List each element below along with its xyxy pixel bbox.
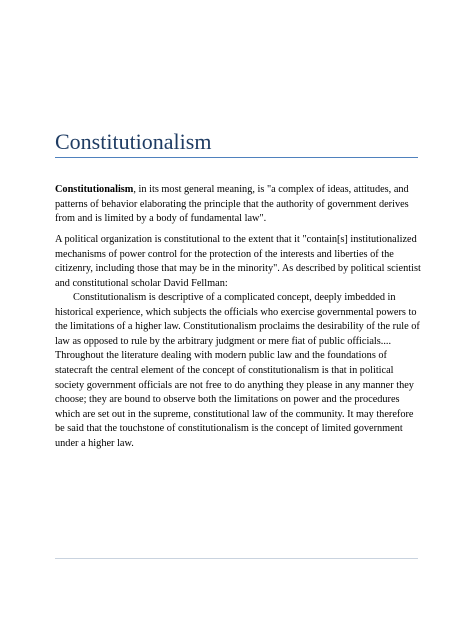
definition-text: , in its most general meaning, is "a complex of ideas, attitudes, and patterns of behavior elaborating the principle that the authority of government derives from and is limited by a body of fundamental law". — [55, 184, 409, 225]
title-divider — [55, 157, 418, 158]
page-title: Constitutionalism — [55, 129, 212, 154]
block-quote-fellman — [55, 291, 421, 452]
paragraph-2-text: A political organization is constitutional to the extent that it "contain[s] institutionalized mechanisms of power control for the protection of the interests and liberties of the citizenry, including those that may be in the minority". As described by political scientist and constitutional scholar David Fellman: — [55, 234, 421, 289]
defined-term: Constitutionalism — [55, 184, 134, 195]
footer-divider — [55, 558, 418, 559]
paragraph-political-organization — [55, 233, 421, 291]
paragraph-3-text: Constitutionalism is descriptive of a complicated concept, deeply imbedded in historical experience, which subjects the officials who exercise governmental powers to the limitations of a higher law. Constitutionalism proclaims the desirability of the rule of law as opposed to rule by the arbitrary judgment or mere fiat of public officials.... Throughout the literature dealing with modern public law and the foundations of statecraft the central element of the concept of constitutionalism is that in political society government officials are not free to do anything they please in any manner they choose; they are bound to observe both the limitations on power and the procedures which are set out in the supreme, constitutional law of the community. It may therefore be said that the touchstone of constitutionalism is the concept of limited government under a higher law. — [55, 292, 420, 449]
paragraph-definition — [55, 183, 421, 227]
